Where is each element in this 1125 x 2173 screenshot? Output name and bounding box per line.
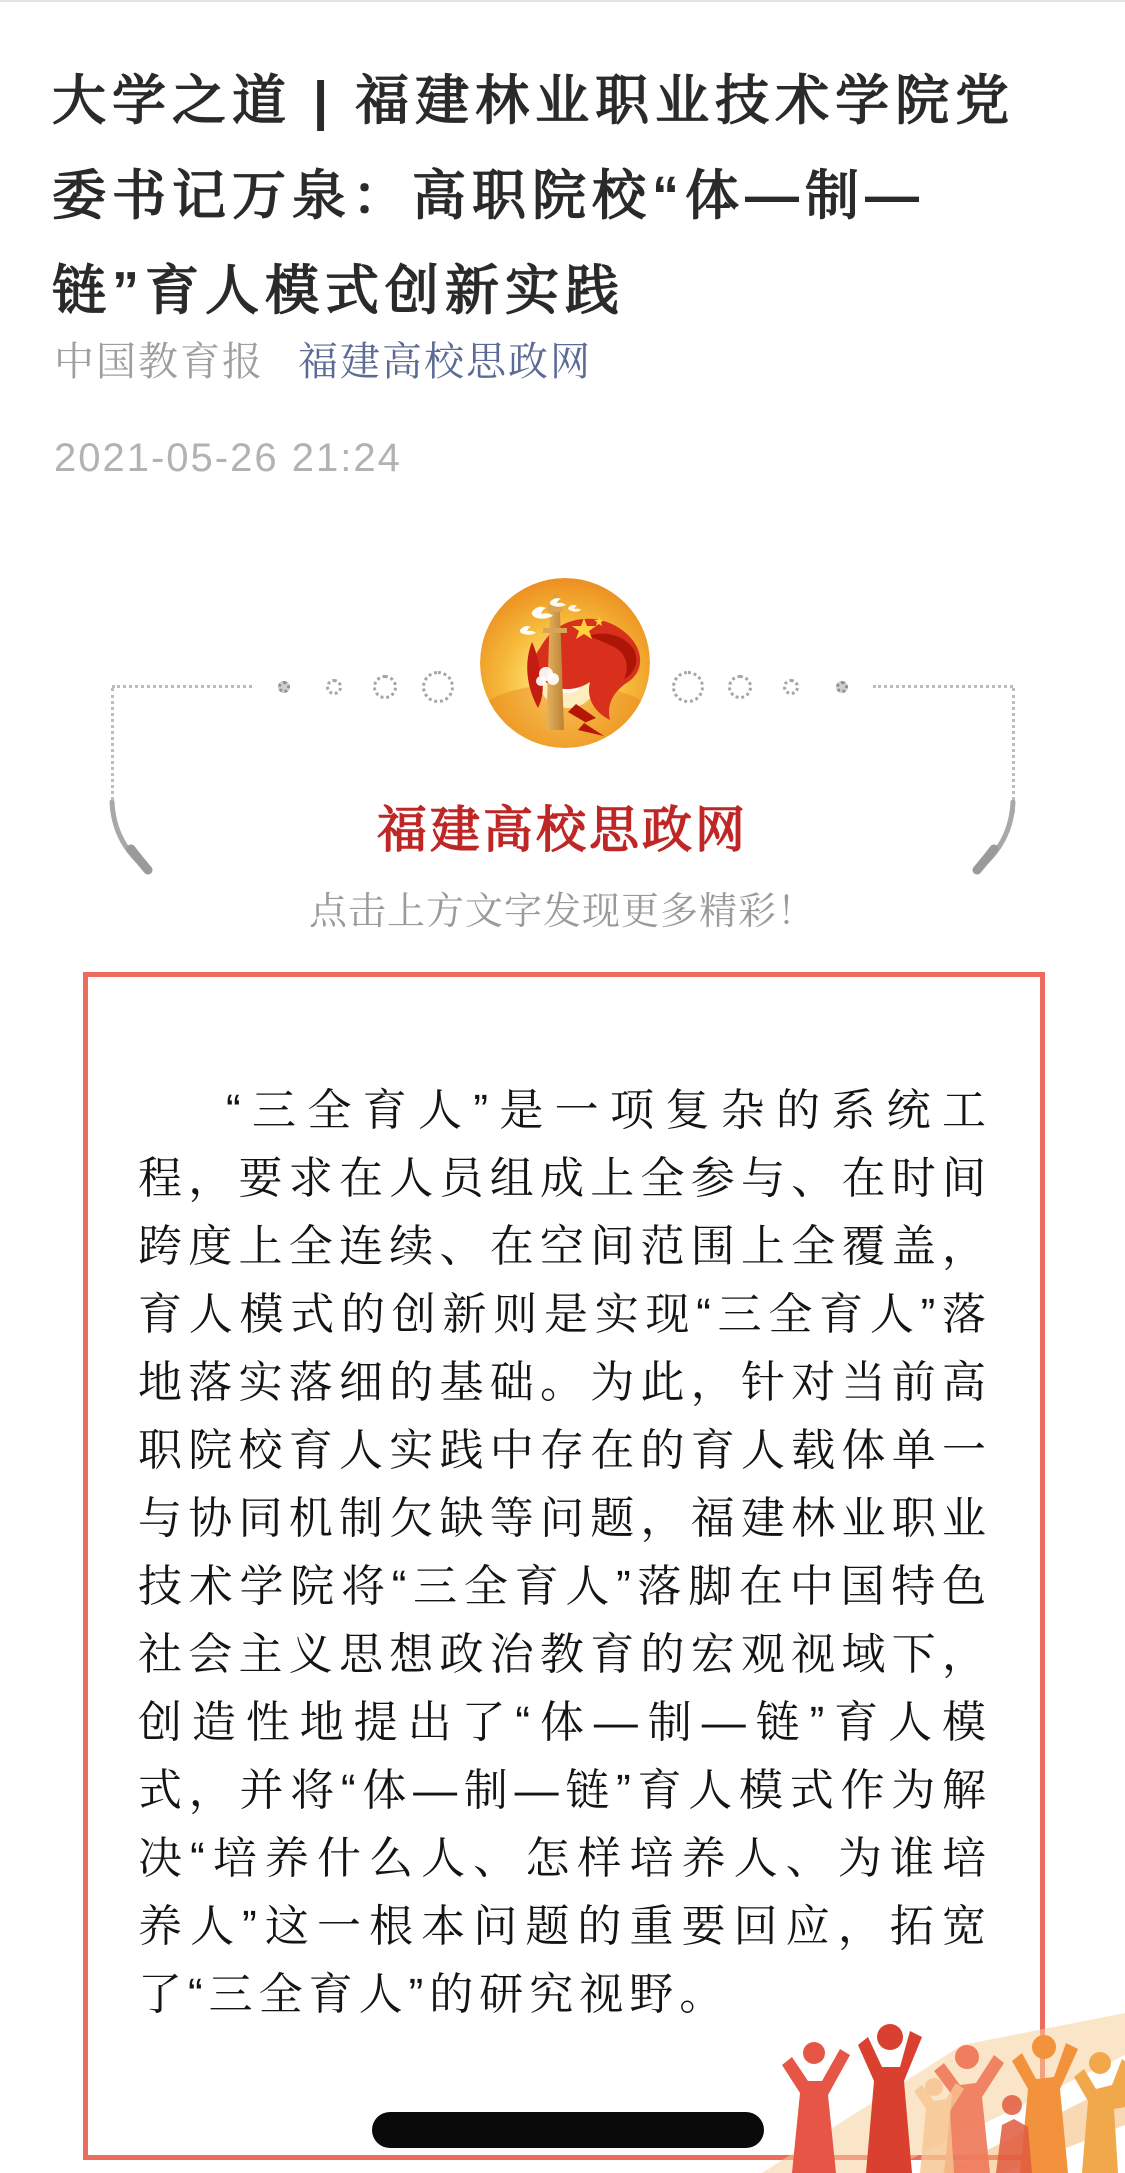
top-divider-line	[0, 0, 1125, 2]
article-title: 大学之道 | 福建林业职业技术学院党委书记万泉：高职院校“体—制—链”育人模式创新实践	[52, 71, 1016, 322]
divider-ring-icon	[728, 675, 752, 699]
divider-dotted-line-right	[873, 685, 1013, 688]
article-body-frame	[83, 972, 1045, 2160]
article-source: 中国教育报	[54, 340, 264, 384]
divider-dotted-line-left	[112, 685, 252, 688]
divider-dot-icon	[278, 681, 290, 693]
article-meta	[54, 338, 1054, 386]
national-flag-monument-doves-badge-icon	[480, 578, 650, 748]
divider-ring-icon	[422, 671, 454, 703]
divider-dot-icon	[836, 681, 848, 693]
account-link[interactable]: 福建高校思政网	[298, 340, 592, 384]
divider-ring-icon	[672, 671, 704, 703]
crowd-celebration-illustration-icon	[762, 1985, 1125, 2173]
account-tagline: 点击上方文字发现更多精彩！	[308, 891, 816, 933]
divider-ring-icon	[373, 675, 397, 699]
account-name[interactable]: 福建高校思政网	[377, 802, 748, 858]
divider-ring-icon	[783, 679, 799, 695]
divider-ring-icon	[326, 679, 342, 695]
article-body-paragraph: “三全育人”是一项复杂的系统工程，要求在人员组成上全参与、在时间跨度上全连续、在空间范围上全覆盖，育人模式的创新则是实现“三全育人”落地落实落细的基础。为此，针对当前高职院校育人实践中存在的育人载体单一与协同机制欠缺等问题，福建林业职业技术学院将“三全育人”落脚在中国特色社会主义思想政治教育的宏观视域下，创造性地提出了“体—制—链”育人模式，并将“体—制—链”育人模式作为解决“培养什么人、怎样培养人、为谁培养人”这一根本问题的重要回应，拓宽了“三全育人”的研究视野。	[138, 1086, 992, 2019]
home-indicator-bar[interactable]	[372, 2112, 764, 2148]
official-account-logo[interactable]	[480, 578, 650, 748]
article-date: 2021-05-26 21:24	[54, 436, 402, 480]
